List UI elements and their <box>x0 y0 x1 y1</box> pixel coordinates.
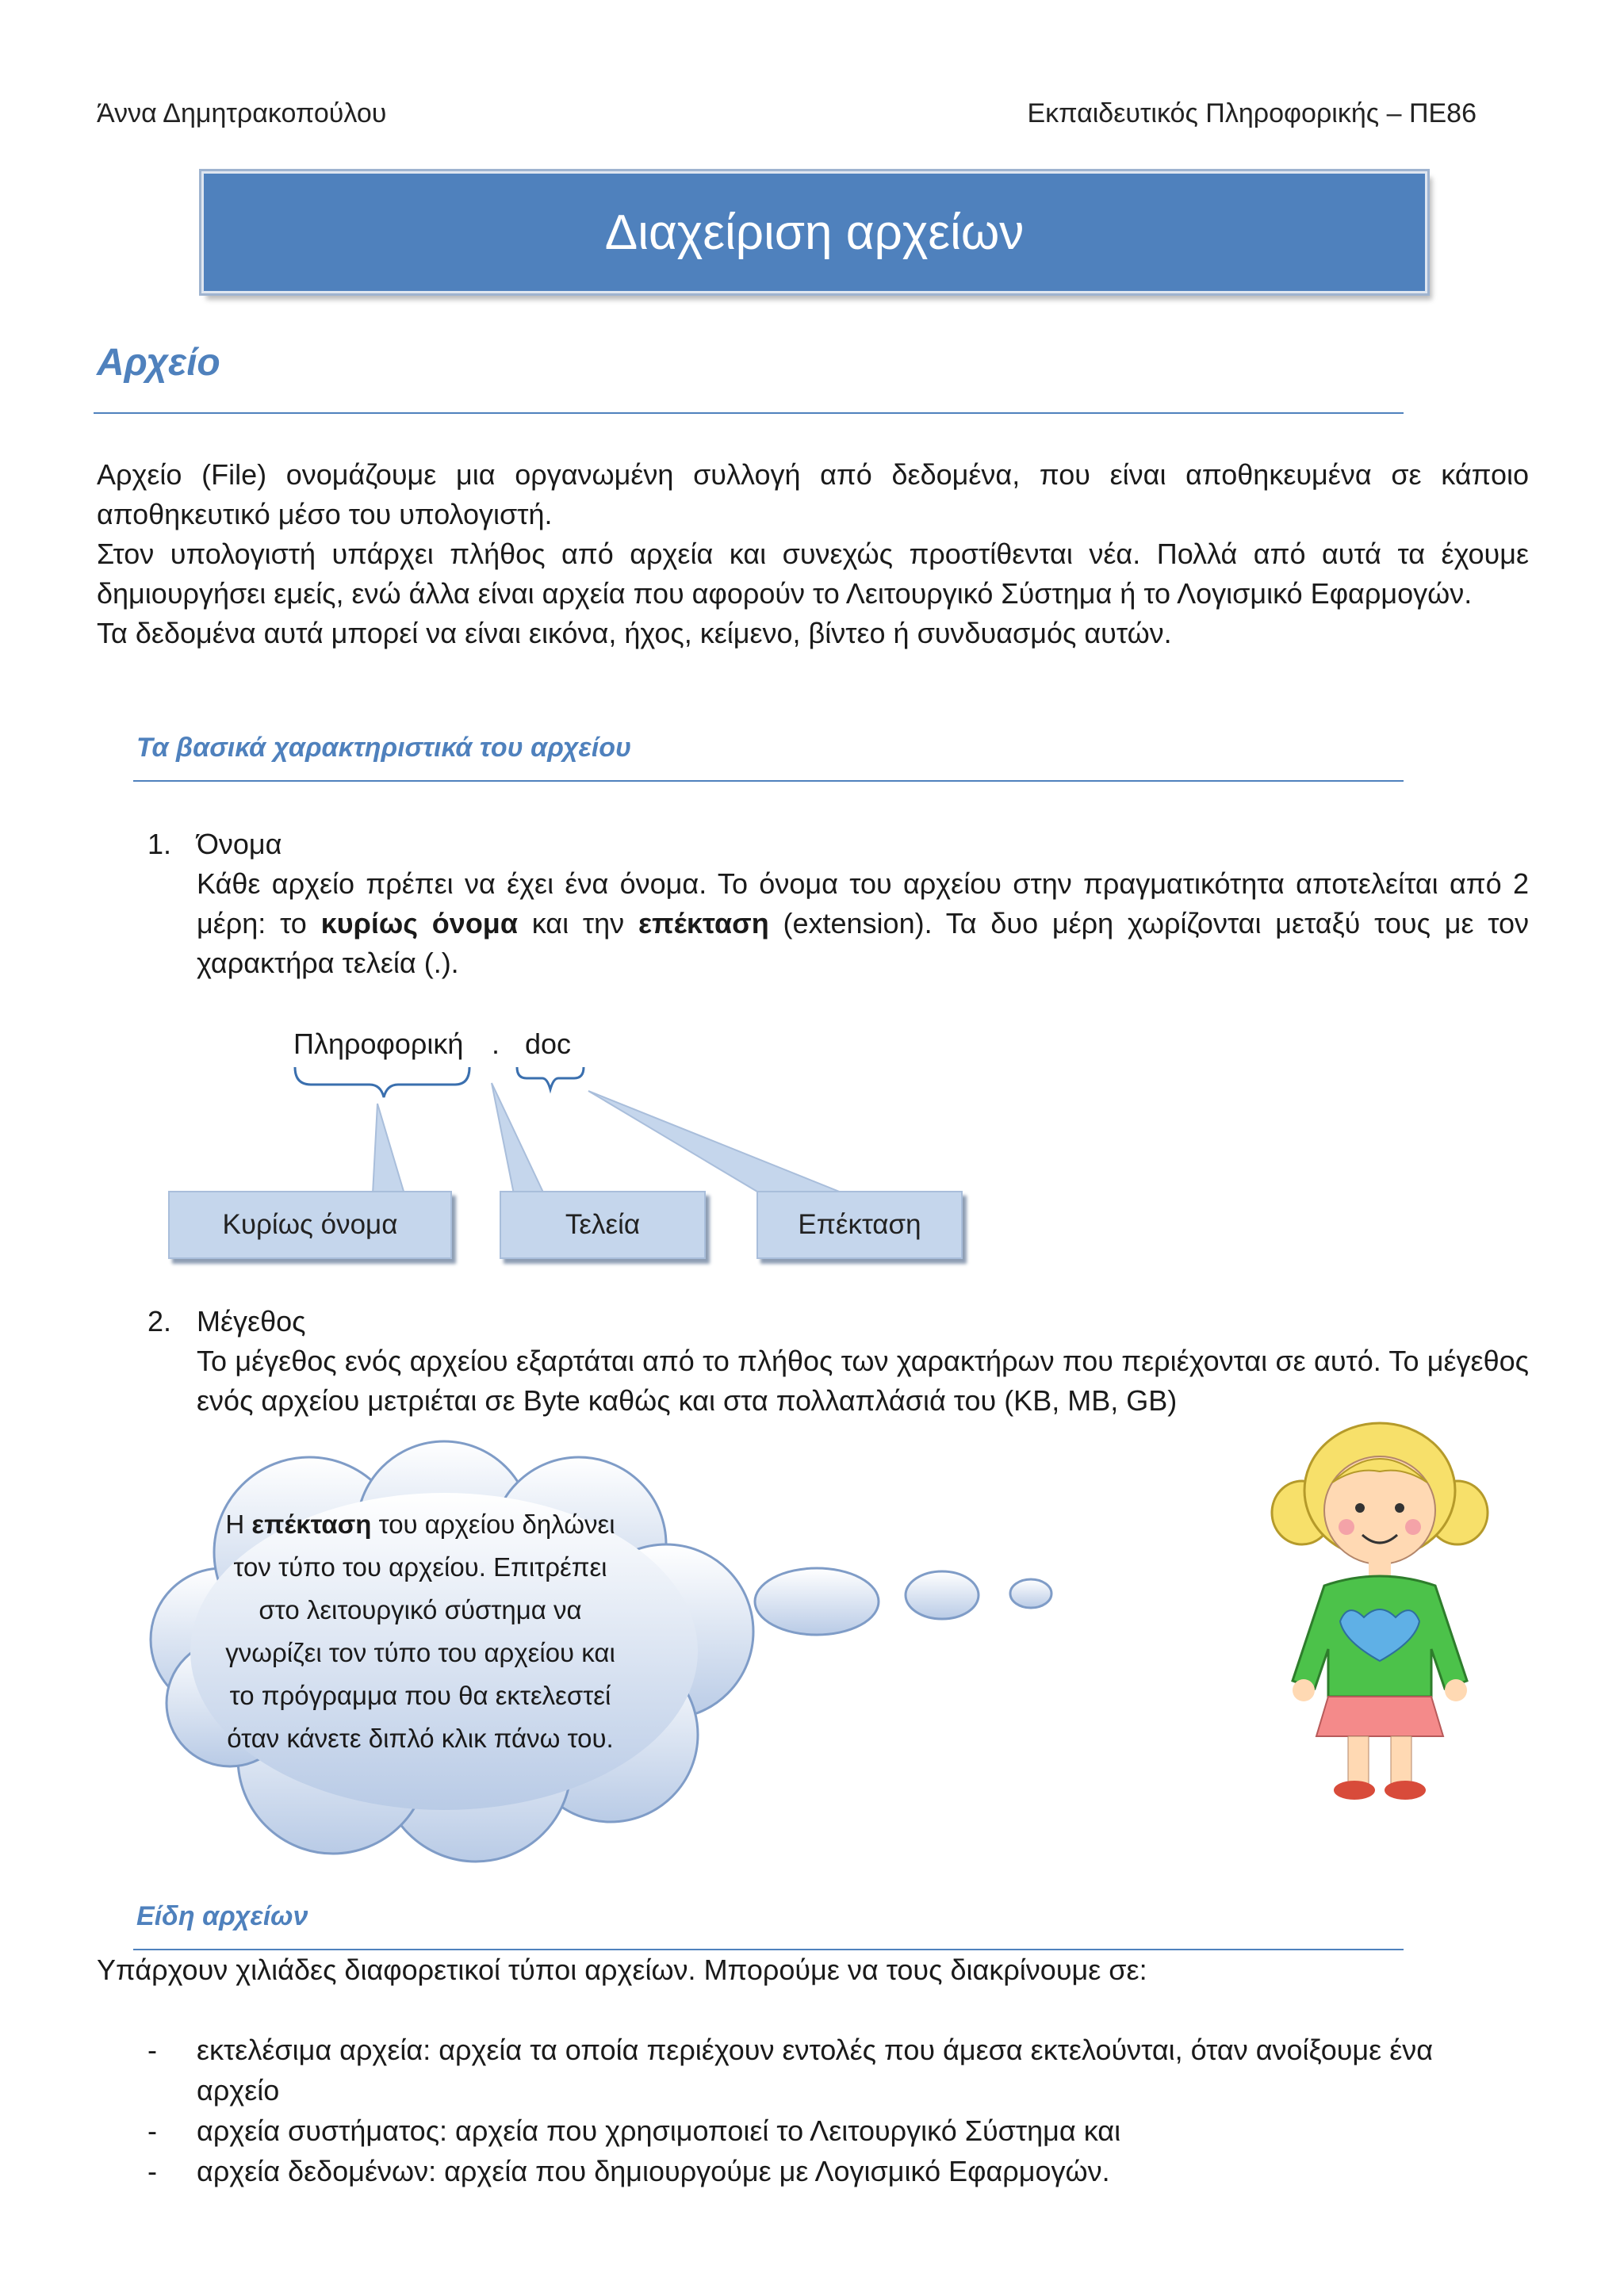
pointer-main <box>373 1104 404 1194</box>
list-item: - εκτελέσιμα αρχεία: αρχεία τα οποία περιέχουν εντολές που άμεσα εκτελούνται, όταν ανοίξουμε ένα αρχείο <box>147 2034 1434 2107</box>
paragraph: Στον υπολογιστή υπάρχει πλήθος από αρχεία και συνεχώς προστίθενται νέα. Πολλά από αυτά τα έχουμε δημιουργήσει εμείς, ενώ άλλα είναι αρχεία που αφορούν το Λειτουργικό Σύστημα ή το Λογισμικό Εφαρμογών. <box>97 538 1529 610</box>
item-name-text: Κάθε αρχείο πρέπει να έχει ένα όνομα. Το όνομα του αρχείου στην πραγματικότητα αποτελείται από 2 μέρη: το κυρίως όνομα και την επέκταση (extension). Τα δυο μέρη χωρίζονται μεταξύ τους με τον χαρακτήρα τελεία (.). <box>197 867 1530 979</box>
pointer-dot <box>492 1083 544 1194</box>
file-types-intro: Υπάρχουν χιλιάδες διαφορετικοί τύποι αρχείων. Μπορούμε να τους διακρίνουμε σε: <box>97 1954 1147 1986</box>
paragraph: Τα δεδομένα αυτά μπορεί να είναι εικόνα, ήχος, κείμενο, βίντεο ή συνδυασμός αυτών. <box>97 617 1172 649</box>
section-heading-characteristics: Τα βασικά χαρακτηριστικά του αρχείου <box>136 733 632 763</box>
list-number: 2. <box>147 1305 172 1337</box>
diagram-dot: . <box>492 1027 500 1060</box>
item-title-name: Όνομα <box>197 828 282 860</box>
callout-main-name: Κυρίως όνομα <box>168 1191 452 1259</box>
header-author: Άννα Δημητρακοπούλου <box>97 98 387 128</box>
heading-rule <box>133 780 1404 782</box>
section-heading-file: Αρχείο <box>97 342 220 384</box>
list-item: - αρχεία συστήματος: αρχεία που χρησιμοποιεί το Λειτουργικό Σύστημα και <box>147 2114 1121 2147</box>
item-title-size: Μέγεθος <box>197 1305 306 1337</box>
file-types-list <box>147 2030 1480 2191</box>
brace-main <box>295 1067 469 1097</box>
page-title: Διαχείριση αρχείων <box>604 205 1025 260</box>
list-number: 1. <box>147 828 172 860</box>
callout-extension: Επέκταση <box>756 1191 963 1259</box>
cloud-text: Η επέκταση του αρχείου δηλώνει τον τύπο του αρχείου. Επιτρέπει στο λειτουργικό σύστημα να γνωρίζει τον τύπο του αρχείου και το πρόγραμμα που θα εκτελεστεί όταν κάνετε διπλό κλικ πάνω του. <box>225 1510 615 1753</box>
girl-illustration <box>1269 1419 1491 1816</box>
header-role: Εκπαιδευτικός Πληροφορικής – ΠΕ86 <box>1027 98 1477 128</box>
heading-rule <box>94 412 1404 414</box>
diagram-extension: doc <box>525 1027 572 1060</box>
item-size-text: Το μέγεθος ενός αρχείου εξαρτάται από το πλήθος των χαρακτήρων που περιέχονται σε αυτό. Το μέγεθος ενός αρχείου μετριέται σε Byte καθώς και στα πολλαπλάσιά του (KB, MB, GB) <box>197 1345 1529 1417</box>
list-item: - αρχεία δεδομένων: αρχεία που δημιουργούμε με Λογισμικό Εφαρμογών. <box>147 2155 1110 2187</box>
section-file-body <box>97 455 1529 653</box>
paragraph: Αρχείο (File) ονομάζουμε μια οργανωμένη συλλογή από δεδομένα, που είναι αποθηκευμένα σε κάποιο αποθηκευτικό μέσο του υπολογιστή. <box>97 458 1529 530</box>
callout-dot: Τελεία <box>500 1191 706 1259</box>
pointer-ext <box>588 1091 845 1194</box>
section-heading-file-types: Είδη αρχείων <box>136 1901 308 1931</box>
brace-ext <box>517 1067 584 1089</box>
title-banner <box>201 171 1427 293</box>
diagram-filename-main: Πληροφορική <box>293 1027 464 1060</box>
